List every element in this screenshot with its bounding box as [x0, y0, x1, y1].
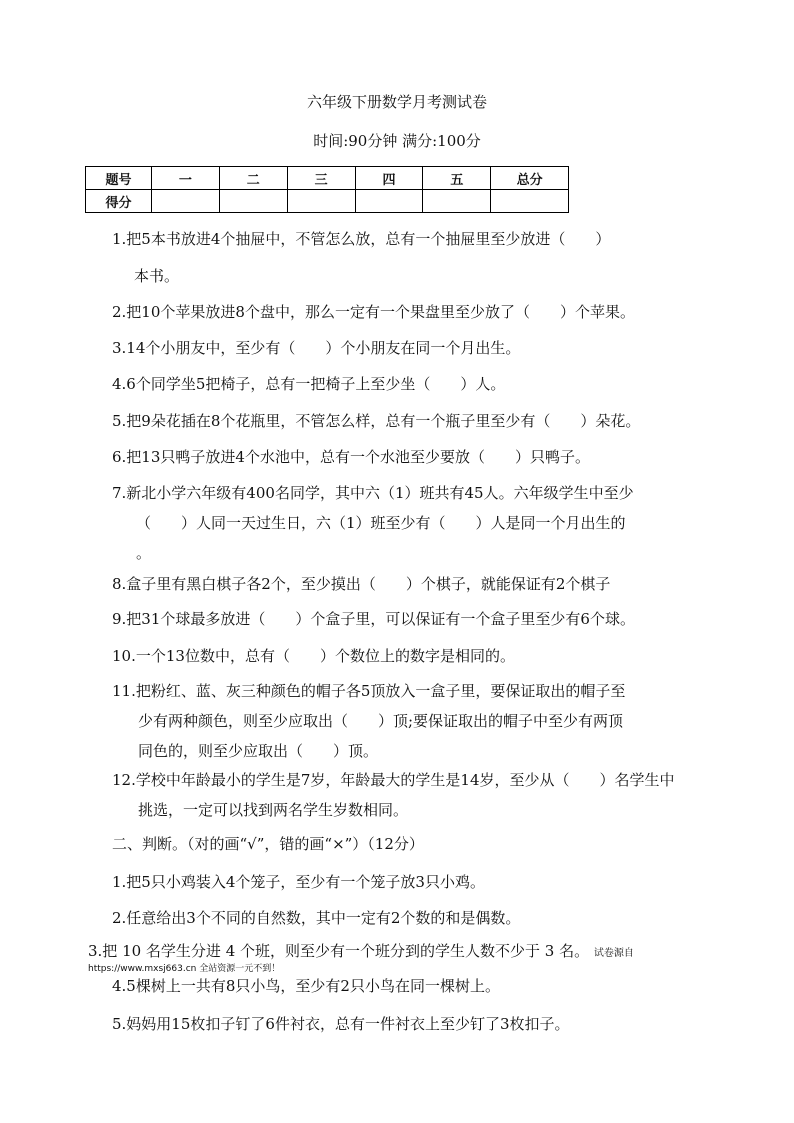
exam-time-score: 时间:90分钟 满分:100分: [313, 132, 481, 150]
question-11: [112, 676, 625, 766]
question-11-line-2: 少有两种颜色，则至少应取出（ ）顶;要保证取出的帽子中至少有两顶: [138, 712, 624, 730]
question-1-line-2: 本书。: [134, 267, 180, 285]
question-10: 10.一个13位数中，总有（ ）个数位上的数字是相同的。: [112, 647, 515, 665]
source-url: https://www.mxsj663.cn 全站资源一元不到！: [88, 964, 281, 974]
score-cell[interactable]: [151, 190, 219, 213]
header-cell-3: 三: [287, 167, 355, 190]
header-cell-1: 一: [151, 167, 219, 190]
question-3: 3.14个小朋友中，至少有（ ）个小朋友在同一个月出生。: [112, 339, 521, 357]
question-12-line-1: 12.学校中年龄最小的学生是7岁，年龄最大的学生是14岁，至少从（ ）名学生中: [112, 771, 675, 789]
judge-3: [88, 940, 634, 974]
score-cell[interactable]: [355, 190, 423, 213]
score-table-header-row: [86, 167, 569, 190]
question-8: 8.盒子里有黑白棋子各2个，至少摸出（ ）个棋子，就能保证有2个棋子: [112, 575, 611, 593]
question-7: [112, 478, 634, 568]
question-1-line-1: 1.把5本书放进4个抽屉中，不管怎么放，总有一个抽屉里至少放进（ ）: [112, 230, 611, 248]
header-cell-2: 二: [219, 167, 287, 190]
question-6: 6.把13只鸭子放进4个水池中，总有一个水池至少要放（ ）只鸭子。: [112, 448, 590, 466]
score-cell[interactable]: [491, 190, 569, 213]
question-2: 2.把10个苹果放进8个盘中，那么一定有一个果盘里至少放了（ ）个苹果。: [112, 303, 635, 321]
question-11-line-1: 11.把粉红、蓝、灰三种颜色的帽子各5顶放入一盒子里，要保证取出的帽子至: [112, 682, 626, 700]
judge-2: 2.任意给出3个不同的自然数，其中一定有2个数的和是偶数。: [112, 909, 521, 927]
judge-3-text: 3.把 10 名学生分进 4 个班，则至少有一个班分到的学生人数不少于 3 名。: [88, 942, 590, 960]
judge-5: 5.妈妈用15枚扣子钉了6件衬衣，总有一件衬衣上至少钉了3枚扣子。: [112, 1015, 570, 1033]
score-cell[interactable]: [287, 190, 355, 213]
question-12-line-2: 挑选，一定可以找到两名学生岁数相同。: [138, 801, 409, 819]
question-5: 5.把9朵花插在8个花瓶里，不管怎么样，总有一个瓶子里至少有（ ）朵花。: [112, 412, 641, 430]
judge-1: 1.把5只小鸡装入4个笼子，至少有一个笼子放3只小鸡。: [112, 873, 485, 891]
section-2-heading: 二、判断。（对的画“√”，错的画“×”）（12分）: [112, 835, 424, 853]
score-cell[interactable]: [423, 190, 491, 213]
question-4: 4.6个同学坐5把椅子，总有一把椅子上至少坐（ ）人。: [112, 375, 506, 393]
score-cell[interactable]: [219, 190, 287, 213]
question-12: [112, 765, 675, 825]
score-table-score-row: [86, 190, 569, 213]
question-11-line-3: 同色的，则至少应取出（ ）顶。: [138, 742, 379, 760]
header-cell-total: 总分: [491, 167, 569, 190]
score-row-label: 得分: [86, 190, 152, 213]
header-cell-5: 五: [423, 167, 491, 190]
question-7-line-2: （ ）人同一天过生日，六（1）班至少有（ ）人是同一个月出生的: [136, 514, 626, 532]
question-7-line-3: 。: [136, 544, 152, 562]
header-cell-4: 四: [355, 167, 423, 190]
question-7-line-1: 7.新北小学六年级有400名同学，其中六（1）班共有45人。六年级学生中至少: [112, 484, 634, 502]
page-title: 六年级下册数学月考测试卷: [306, 93, 487, 111]
score-table: [85, 166, 569, 213]
question-9: 9.把31个球最多放进（ ）个盒子里，可以保证有一个盒子里至少有6个球。: [112, 610, 635, 628]
question-1: [112, 223, 610, 293]
judge-4: 4.5棵树上一共有8只小鸟，至少有2只小鸟在同一棵树上。: [112, 977, 500, 995]
source-note: 试卷源自: [593, 948, 634, 959]
header-cell-question-number: 题号: [86, 167, 152, 190]
